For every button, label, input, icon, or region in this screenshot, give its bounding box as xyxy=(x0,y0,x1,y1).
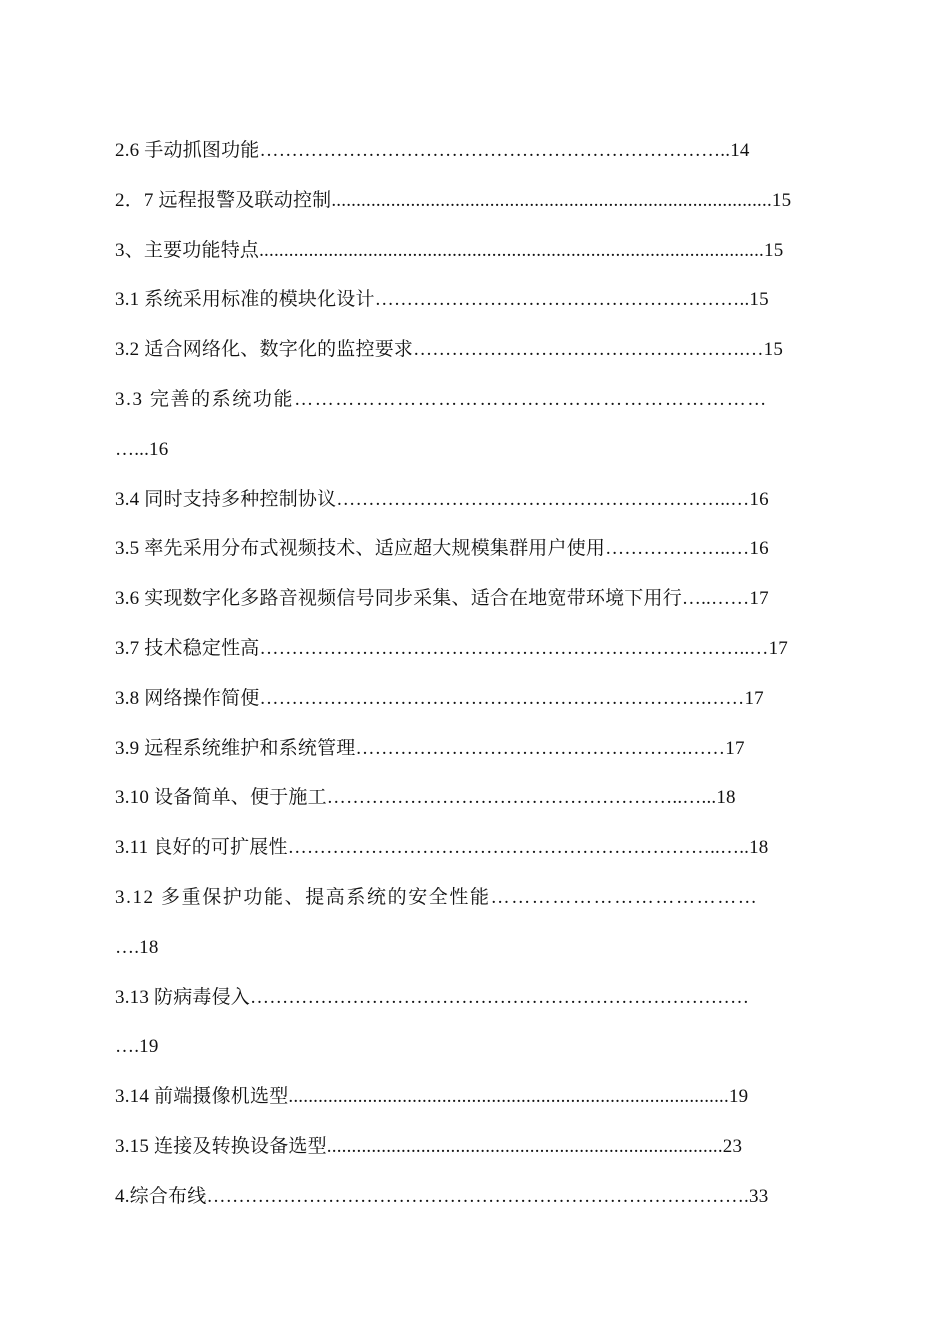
toc-entry-3-4: 3.4 同时支持多种控制协议……………………………………………………..…16 xyxy=(115,488,769,510)
toc-entry-3-9: 3.9 远程系统维护和系统管理…………………………………………….……17 xyxy=(115,737,745,759)
toc-entry-3: 3、主要功能特点......................................................................................................15 xyxy=(115,239,784,261)
table-of-contents xyxy=(115,134,875,1230)
toc-entry-3-15: 3.15 连接及转换设备选型................................................................................23 xyxy=(115,1135,743,1157)
toc-entry-3-2: 3.2 适合网络化、数字化的监控要求…………………………………………….…15 xyxy=(115,339,784,361)
toc-entry-3-12-page: ….18 xyxy=(115,936,159,958)
toc-entry-2-6: 2.6 手动抓图功能………………………………………………………………..14 xyxy=(115,140,750,161)
toc-entry-3-10: 3.10 设备简单、便于施工………………………………………………..…...18 xyxy=(115,787,736,809)
toc-entry-3-12: 3.12 多重保护功能、提高系统的安全性能………………………………… xyxy=(115,886,759,908)
toc-entry-3-13: 3.13 防病毒侵入…………………………………………………………………… xyxy=(115,986,750,1008)
toc-entry-3-5: 3.5 率先采用分布式视频技术、适应超大规模集群用户使用………………..…16 xyxy=(115,538,769,560)
toc-entry-3-6: 3.6 实现数字化多路音视频信号同步采集、适合在地宽带环境下用行…..……17 xyxy=(115,588,769,610)
toc-entry-3-1: 3.1 系统采用标准的模块化设计…………………………………………………..15 xyxy=(115,289,769,311)
toc-entry-2-7: 2．7 远程报警及联动控制.........................................................................................15 xyxy=(115,189,792,211)
toc-entry-4: 4.综合布线………………………………………………………………………….33 xyxy=(115,1185,769,1207)
toc-entry-3-11: 3.11 良好的可扩展性…………………………………………………………..…..18 xyxy=(115,837,769,859)
toc-entry-3-8: 3.8 网络操作简便…………………………………………………………….……17 xyxy=(115,687,764,709)
toc-entry-3-7: 3.7 技术稳定性高…………………………………………………………………..…17 xyxy=(115,637,789,659)
toc-entry-3-13-page: ….19 xyxy=(115,1036,159,1058)
toc-entry-3-3: 3.3 完善的系统功能…………………………………………………………… xyxy=(115,388,768,410)
toc-entry-3-3-page: …...16 xyxy=(115,438,169,460)
toc-entry-3-14: 3.14 前端摄像机选型.........................................................................................19 xyxy=(115,1086,749,1108)
